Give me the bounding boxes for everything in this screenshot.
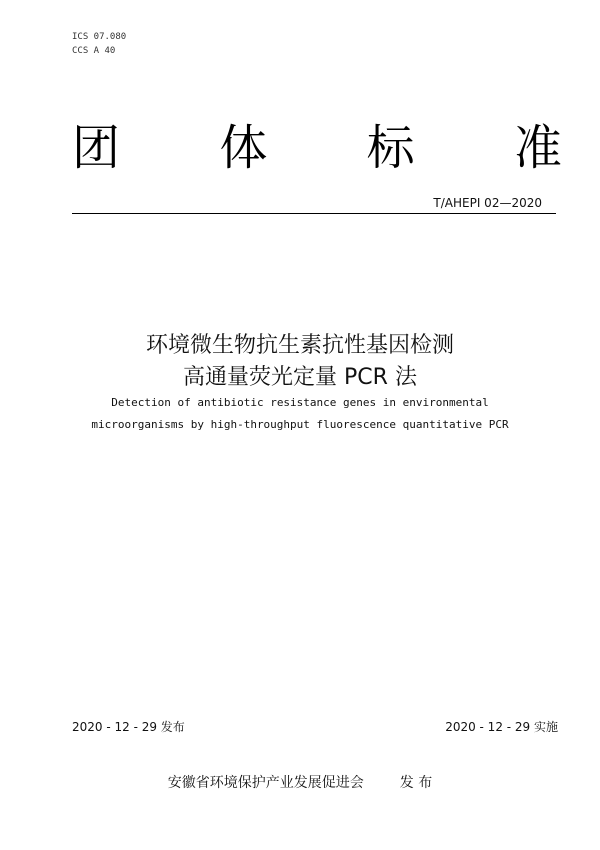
ics-code: ICS 07.080 — [72, 32, 127, 42]
publisher-name: 安徽省环境保护产业发展促进会 — [167, 775, 364, 791]
publisher-line — [0, 772, 600, 792]
heading-char-4: 准 — [513, 120, 562, 176]
header-divider — [72, 213, 556, 214]
issue-date: 2020 - 12 - 29 发布 — [72, 720, 185, 734]
heading-char-2: 体 — [219, 120, 268, 176]
title-zh-line-2: 高通量荧光定量 PCR 法 — [183, 365, 417, 390]
title-en-line-1: Detection of antibiotic resistance genes in environmental — [111, 396, 489, 409]
publish-label: 发 布 — [399, 775, 433, 791]
title-zh-line-1: 环境微生物抗生素抗性基因检测 — [145, 333, 454, 358]
title-en-line-2: microorganisms by high-throughput fluorescence quantitative PCR — [91, 418, 509, 431]
implementation-date: 2020 - 12 - 29 实施 — [445, 720, 558, 734]
standard-type-heading — [72, 118, 562, 178]
heading-char-3: 标 — [366, 120, 415, 176]
classification-codes — [72, 30, 126, 58]
heading-char-1: 团 — [72, 120, 121, 176]
ccs-code: CCS A 40 — [72, 46, 116, 56]
standard-number: T/AHEPI 02—2020 — [433, 196, 542, 210]
